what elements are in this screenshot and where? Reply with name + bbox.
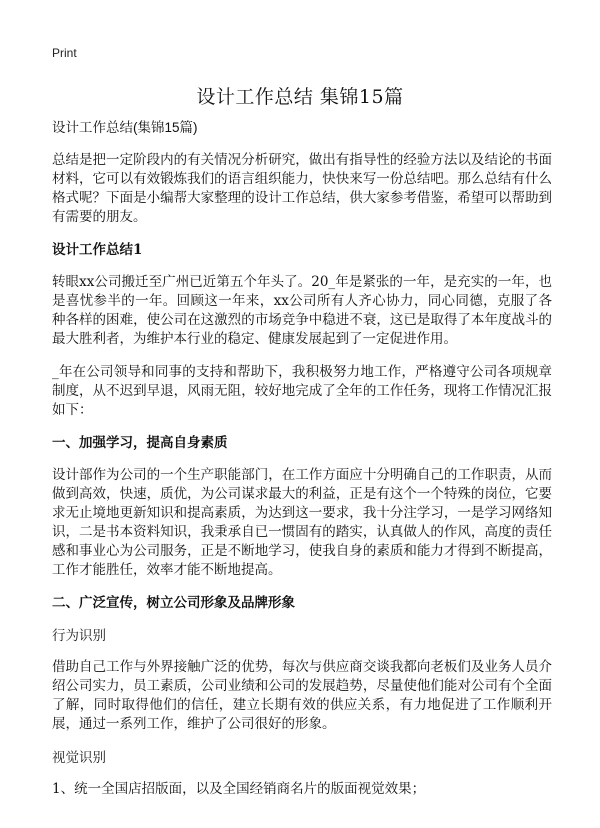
print-label: Print xyxy=(52,46,77,60)
subsection-heading: 一、加强学习，提高自身素质 xyxy=(52,435,228,451)
intro-paragraph: 总结是把一定阶段内的有关情况分析研究，做出有指导性的经验方法以及结论的书面材料，它可以有效锻炼我们的语言组织能力，快快来写一份总结吧。那么总结有什么格式呢？下面是小编帮大家整理的设计工作总结，供大家参考借鉴，希望可以帮助到有需要的朋友。 xyxy=(52,152,552,225)
subsection-heading: 二、广泛宣传，树立公司形象及品牌形象 xyxy=(52,595,295,611)
section-heading: 设计工作总结1 xyxy=(52,242,143,258)
topic-label: 视觉识别 xyxy=(52,750,106,765)
topic-label: 行为识别 xyxy=(52,628,106,643)
document-title: 设计工作总结 集锦15篇 xyxy=(196,86,404,108)
paragraph: 转眼xx公司搬迁至广州已近第五个年头了。20_年是紧张的一年，是充实的一年，也是喜忧参半的一年。回顾这一年来，xx公司所有人齐心协力，同心同德，克服了各种各样的困难，使公司在这激烈的市场竞争中稳进不衰，这已是取得了本年度战斗的最大胜利者，为维护本行业的稳定、健康发展起到了一定促进作用。 xyxy=(52,274,552,347)
paragraph: 借助自己工作与外界接触广泛的优势，每次与供应商交谈我都向老板们及业务人员介绍公司实力，员工素质，公司业绩和公司的发展趋势，尽量使他们能对公司有个全面了解，同时取得他们的信任，建立长期有效的供应关系，有力地促进了工作顺利开展，通过一系列工作，维护了公司很好的形象。 xyxy=(52,659,552,732)
document-subtitle: 设计工作总结(集锦15篇) xyxy=(52,120,198,135)
paragraph: 1、统一全国店招版面，以及全国经销商名片的版面视觉效果； xyxy=(52,781,426,797)
document-body xyxy=(52,118,552,813)
paragraph: _年在公司领导和同事的支持和帮助下，我积极努力地工作，严格遵守公司各项规章制度，从不迟到早退，风雨无阻，较好地完成了全年的工作任务，现将工作情况汇报如下： xyxy=(52,364,552,418)
paragraph: 设计部作为公司的一个生产职能部门，在工作方面应十分明确自己的工作职责，从而做到高效，快速，质优，为公司谋求最大的利益，正是有这个一个特殊的岗位，它要求无止境地更新知识和提高素质，为达到这一要求，我十分注学习，一是学习网络知识，二是书本资料知识，我秉承自已一惯固有的踏实，认真做人的作风，高度的责任感和事业心为公司服务，正是不断地学习，使我自身的素质和能力才得到不断提高，工作才能胜任，效率才能不断地提高。 xyxy=(52,467,552,578)
